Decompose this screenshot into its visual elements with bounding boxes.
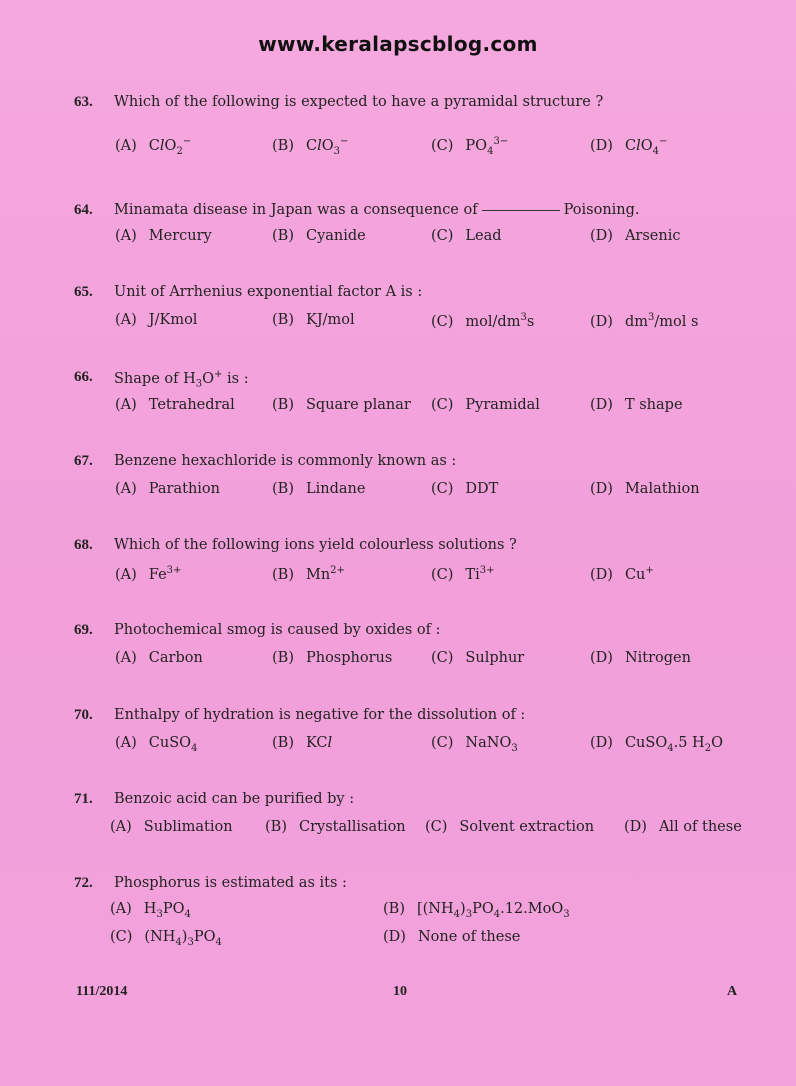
option-c: (C) Pyramidal <box>431 397 540 413</box>
option-a: (A) ClO$_2$− <box>115 136 192 157</box>
option-b: (B) Cyanide <box>272 228 366 244</box>
question-text: Benzoic acid can be purified by : <box>114 791 355 807</box>
option-a: (A) $Fe^{3+}$ <box>115 565 182 583</box>
question-text: Benzene hexachloride is commonly known as : <box>114 453 457 469</box>
option-d: (D) Cu+ <box>590 565 654 583</box>
option-c: (C) mol/$dm^3s$ <box>431 312 535 330</box>
option-d: (D) Malathion <box>590 481 700 497</box>
option-d: (D) Nitrogen <box>590 650 691 666</box>
question-number: 70. <box>74 707 93 723</box>
option-b: (B) Phosphorus <box>272 650 393 666</box>
question-number: 68. <box>74 537 93 553</box>
question-text: Which of the following is expected to have a pyramidal structure ? <box>114 94 604 110</box>
option-d: (D) ClO$_4$− <box>590 136 668 157</box>
option-c: (C) $(NH_4)_3PO_4$ <box>110 929 222 948</box>
option-a: (A) Mercury <box>115 228 212 244</box>
question-number: 71. <box>74 791 93 807</box>
site-watermark: www.keralapscblog.com <box>258 32 538 56</box>
option-d: (D) All of these <box>624 819 742 835</box>
question-text: Photochemical smog is caused by oxides of : <box>114 622 441 638</box>
option-c: (C) Sulphur <box>431 650 525 666</box>
question-number: 67. <box>74 453 93 469</box>
question-number: 64. <box>74 202 93 218</box>
option-b: (B) Square planar <box>272 397 411 413</box>
question-number: 72. <box>74 875 93 891</box>
question-number: 63. <box>74 94 93 110</box>
option-c: (C) Lead <box>431 228 502 244</box>
question-text: Which of the following ions yield colourless solutions ? <box>114 537 517 553</box>
option-b: (B) $Mn^{2+}$ <box>272 565 345 583</box>
option-a: (A) Tetrahedral <box>115 397 235 413</box>
question-number: 69. <box>74 622 93 638</box>
question-text: Phosphorus is estimated as its : <box>114 875 347 891</box>
option-d: (D) Arsenic <box>590 228 681 244</box>
question-number: 65. <box>74 284 93 300</box>
option-b: (B) Lindane <box>272 481 366 497</box>
option-d: (D) $dm^3$/mol s <box>590 312 699 330</box>
option-a: (A) Sublimation <box>110 819 233 835</box>
question-text: Enthalpy of hydration is negative for the dissolution of : <box>114 707 526 723</box>
option-c: (C) $PO_4^{3-}$ <box>431 136 509 157</box>
option-b: (B) KJ/mol <box>272 312 355 328</box>
option-b: (B) [$(NH_4)_3PO_4.12.MoO_3$ <box>383 901 570 920</box>
page-number: 10 <box>393 984 407 999</box>
option-c: (C) $Ti^{3+}$ <box>431 565 495 583</box>
option-d: (D) None of these <box>383 929 521 945</box>
option-a: (A) Parathion <box>115 481 220 497</box>
answer-blank <box>482 210 560 211</box>
option-b: (B) KCl <box>272 735 333 751</box>
option-c: (C) DDT <box>431 481 499 497</box>
option-a: (A) Carbon <box>115 650 203 666</box>
paper-code: 111/2014 <box>76 984 128 999</box>
question-text: Minamata disease in Japan was a consequence of Poisoning. <box>114 202 640 218</box>
question-text: Unit of Arrhenius exponential factor A is : <box>114 284 423 300</box>
option-b: (B) ClO$_3$− <box>272 136 349 157</box>
option-a: (A) $H_3PO_4$ <box>110 901 191 920</box>
option-d: (D) T shape <box>590 397 683 413</box>
question-text: Shape of $H_3O^+$ is : <box>114 369 249 390</box>
option-c: (C) NaNO$_3$ <box>431 735 518 754</box>
option-d: (D) CuSO$_4$.5 $H_2O$ <box>590 735 723 754</box>
option-a: (A) J/Kmol <box>115 312 198 328</box>
option-c: (C) Solvent extraction <box>425 819 595 835</box>
question-number: 66. <box>74 369 93 385</box>
option-a: (A) CuSO$_4$ <box>115 735 198 754</box>
series-code: A <box>727 984 738 999</box>
option-b: (B) Crystallisation <box>265 819 406 835</box>
